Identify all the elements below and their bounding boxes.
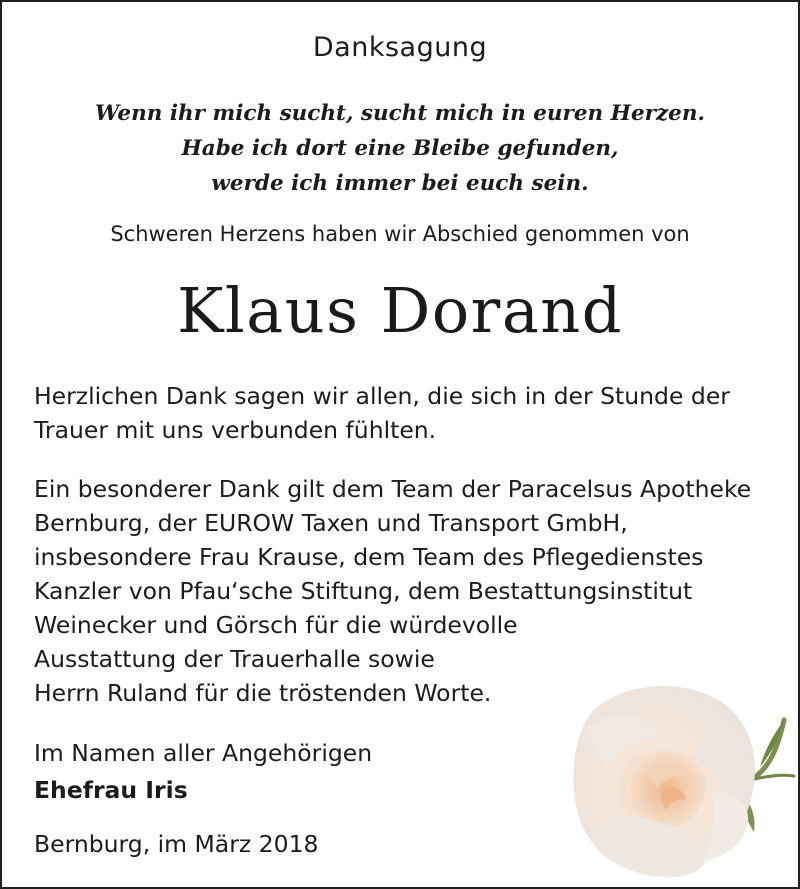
rose-image — [562, 672, 800, 887]
deceased-name: Klaus Dorand — [177, 274, 623, 347]
verse-line: werde ich immer bei euch sein. — [211, 171, 589, 196]
place-and-date: Bernburg, im März 2018 — [34, 830, 319, 858]
paragraph-line: Weinecker und Görsch für die würdevolle — [34, 611, 518, 639]
paragraph-line: Trauer mit uns verbunden fühlten. — [34, 416, 437, 444]
verse-line: Habe ich dort eine Bleibe gefunden, — [181, 136, 619, 161]
paragraph-line: Herzlichen Dank sagen wir allen, die sich in der Stunde der — [34, 382, 730, 410]
thanks-paragraph-1 — [34, 379, 789, 447]
verse-line: Wenn ihr mich sucht, sucht mich in euren Herzen. — [95, 101, 705, 126]
intro-text: Schweren Herzens haben wir Abschied genommen von — [110, 222, 690, 246]
paragraph-line: Kanzler von Pfau‘sche Stiftung, dem Bestattungsinstitut — [34, 577, 693, 605]
signature-line: Im Namen aller Angehörigen — [34, 739, 373, 767]
paragraph-line: Herrn Ruland für die tröstenden Worte. — [34, 679, 492, 707]
verse-block — [2, 96, 798, 201]
paragraph-line: Ein besonderer Dank gilt dem Team der Paracelsus Apotheke — [34, 475, 752, 503]
signature-name: Ehefrau Iris — [34, 776, 188, 804]
paragraph-line: Ausstattung der Trauerhalle sowie — [34, 645, 435, 673]
notice-heading: Danksagung — [312, 32, 488, 63]
signature-block — [34, 735, 372, 809]
paragraph-line: insbesondere Frau Krause, dem Team des Pflegedienstes — [34, 543, 704, 571]
paragraph-line: Bernburg, der EUROW Taxen und Transport GmbH, — [34, 509, 628, 537]
